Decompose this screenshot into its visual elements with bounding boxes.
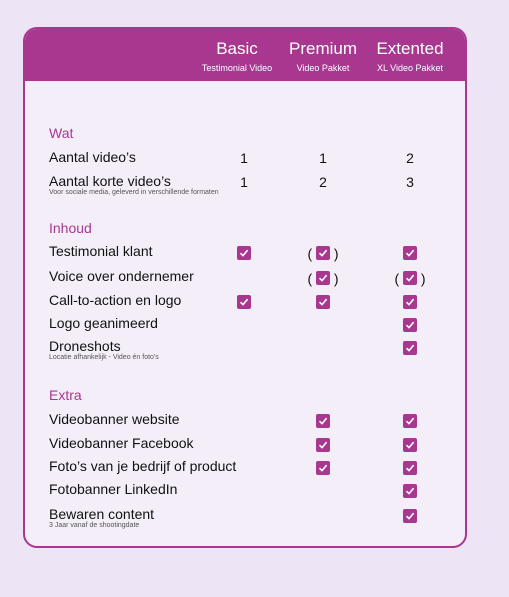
row-bewaren-content <box>49 506 459 528</box>
included-xl <box>390 292 430 312</box>
included-xl <box>390 481 430 501</box>
included-premium <box>303 435 343 455</box>
row-label: Logo geanimeerd <box>49 315 158 331</box>
value-basic: 1 <box>240 174 248 190</box>
plan-subtitle: Testimonial Video <box>201 63 273 73</box>
included-xl-optional: ( ) <box>394 270 426 287</box>
row-sublabel: Locatie afhankelijk - Video én foto's <box>49 354 159 361</box>
plan-subtitle: XL Video Pakket <box>376 63 444 73</box>
included-premium <box>303 458 343 478</box>
row-videobanner-facebook <box>49 435 459 457</box>
included-premium <box>303 411 343 431</box>
check-icon <box>403 461 417 475</box>
row-label: Videobanner website <box>49 411 180 427</box>
row-label: Droneshots <box>49 338 121 354</box>
pricing-table <box>23 27 467 548</box>
included-basic <box>224 292 264 312</box>
value-xl: 3 <box>406 174 414 190</box>
table-header <box>25 29 465 81</box>
check-icon <box>403 271 417 285</box>
check-icon <box>403 414 417 428</box>
check-icon <box>403 509 417 523</box>
check-icon <box>237 246 251 260</box>
included-xl <box>390 338 430 358</box>
plan-name: Premium <box>288 39 357 58</box>
section-title-wat: Wat <box>49 125 74 141</box>
included-xl <box>390 315 430 335</box>
plan-name: Extented <box>376 39 444 58</box>
plan-xl <box>370 39 450 74</box>
included-xl <box>390 458 430 478</box>
check-icon <box>316 246 330 260</box>
row-label: Call-to-action en logo <box>49 292 182 308</box>
plan-premium <box>283 39 363 74</box>
value-premium: 1 <box>319 150 327 166</box>
row-label: Bewaren content <box>49 506 155 522</box>
check-icon <box>316 271 330 285</box>
check-icon <box>316 461 330 475</box>
row-label: Aantal korte video’s <box>49 173 171 189</box>
included-basic <box>224 243 264 263</box>
included-xl <box>390 411 430 431</box>
row-fotobanner-linkedin <box>49 481 459 503</box>
check-icon <box>403 484 417 498</box>
check-icon <box>403 295 417 309</box>
value-premium: 2 <box>319 174 327 190</box>
included-xl <box>390 435 430 455</box>
value-xl: 2 <box>406 150 414 166</box>
plan-basic <box>197 39 277 74</box>
row-sublabel: Voor sociale media, geleverd in verschillende formaten <box>49 189 219 196</box>
row-label: Videobanner Facebook <box>49 435 194 451</box>
row-label: Aantal video’s <box>49 149 136 165</box>
row-sublabel: 3 Jaar vanaf de shootingdate <box>49 522 140 529</box>
row-label: Foto’s van je bedrijf of product <box>49 458 237 474</box>
row-aantal-korte-videos <box>49 173 459 195</box>
check-icon <box>316 414 330 428</box>
check-icon <box>316 438 330 452</box>
check-icon <box>237 295 251 309</box>
row-call-to-action <box>49 292 459 314</box>
plan-subtitle: Video Pakket <box>296 63 350 73</box>
row-logo-geanimeerd <box>49 315 459 337</box>
row-label: Fotobanner LinkedIn <box>49 481 178 497</box>
included-xl <box>390 243 430 263</box>
included-premium-optional: ( ) <box>307 245 339 262</box>
check-icon <box>403 341 417 355</box>
row-aantal-videos <box>49 149 459 171</box>
check-icon <box>316 295 330 309</box>
row-voice-over <box>49 268 459 290</box>
included-xl <box>390 506 430 526</box>
value-basic: 1 <box>240 150 248 166</box>
row-fotos <box>49 458 459 480</box>
included-premium <box>303 292 343 312</box>
section-title-extra: Extra <box>49 387 82 403</box>
row-testimonial-klant <box>49 243 459 265</box>
row-label: Testimonial klant <box>49 243 153 259</box>
row-label: Voice over ondernemer <box>49 268 194 284</box>
check-icon <box>403 246 417 260</box>
check-icon <box>403 438 417 452</box>
plan-name: Basic <box>216 39 258 58</box>
included-premium-optional: ( ) <box>307 270 339 287</box>
section-title-inhoud: Inhoud <box>49 220 92 236</box>
check-icon <box>403 318 417 332</box>
row-videobanner-website <box>49 411 459 433</box>
row-droneshots <box>49 338 459 360</box>
